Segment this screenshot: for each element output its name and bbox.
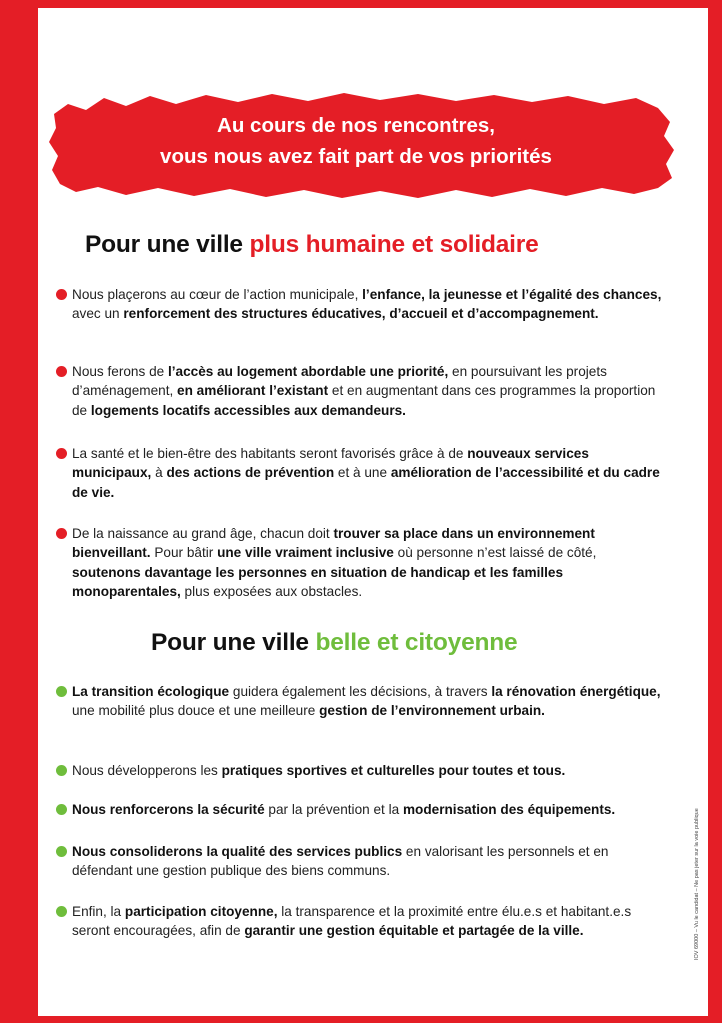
- item-text: Nous consoliderons la qualité des services publics en valorisant les personnels et en défendant une gestion publique des biens communs.: [72, 844, 609, 879]
- banner-line-2: vous nous avez fait part de vos priorités: [160, 145, 552, 168]
- item-text: La santé et le bien-être des habitants seront favorisés grâce à de nouveaux services municipaux, à des actions de prévention et à une amélioration de l’accessibilité et du cadre de vie.: [72, 446, 660, 500]
- item-text: Enfin, la participation citoyenne, la transparence et la proximité entre élu.e.s et habitant.e.s seront encouragées, afin de garantir une gestion équitable et partagée de la ville.: [72, 904, 632, 939]
- section-title-citoyenne: Pour une ville belle et citoyenne: [151, 629, 518, 656]
- section-title-accent: plus humaine et solidaire: [249, 231, 539, 258]
- bullet-dot-icon: [56, 846, 67, 857]
- bullet-dot-icon: [56, 448, 67, 459]
- list-item: [56, 902, 668, 941]
- list-item: [56, 444, 668, 502]
- banner-text: [46, 110, 666, 172]
- item-text: Nous développerons les pratiques sportives et culturelles pour toutes et tous.: [72, 763, 566, 778]
- item-text: Nous plaçerons au cœur de l’action municipale, l’enfance, la jeunesse et l’égalité des chances, avec un renforcement des structures éducatives, d’accueil et d’accompagnement.: [72, 287, 662, 322]
- list-item: [56, 682, 668, 721]
- list-item: [56, 524, 668, 601]
- bullet-dot-icon: [56, 366, 67, 377]
- legal-mention: IOV 69000 – Vu le candidat – Ne pas jeter sur la voie publique: [694, 808, 700, 960]
- list-item: [56, 842, 668, 881]
- bullet-dot-icon: [56, 765, 67, 776]
- list-item: [56, 761, 668, 780]
- item-text: De la naissance au grand âge, chacun doit trouver sa place dans un environnement bienveillant. Pour bâtir une ville vraiment inclusive où personne n’est laissé de côté, soutenons davantage les personnes en situation de handicap et les familles monoparentales, plus exposées aux obstacles.: [72, 526, 597, 599]
- bullet-dot-icon: [56, 804, 67, 815]
- banner-line-1: Au cours de nos rencontres,: [217, 114, 495, 137]
- list-item: [56, 285, 668, 324]
- header-banner: [46, 92, 676, 202]
- list-item: [56, 800, 668, 819]
- item-text: Nous ferons de l’accès au logement abordable une priorité, en poursuivant les projets d’aménagement, en améliorant l’existant et en augmentant dans ces programmes la proportion de logements locatifs accessibles aux demandeurs.: [72, 364, 656, 418]
- item-text: La transition écologique guidera également les décisions, à travers la rénovation énergétique, une mobilité plus douce et une meilleure gestion de l’environnement urbain.: [72, 684, 661, 719]
- bullet-dot-icon: [56, 906, 67, 917]
- section-title-accent: belle et citoyenne: [315, 629, 518, 656]
- section-title-solidaire: Pour une ville plus humaine et solidaire: [85, 231, 539, 258]
- bullet-dot-icon: [56, 528, 67, 539]
- bullet-dot-icon: [56, 289, 67, 300]
- bullet-dot-icon: [56, 686, 67, 697]
- item-text: Nous renforcerons la sécurité par la prévention et la modernisation des équipements.: [72, 802, 616, 817]
- list-item: [56, 362, 668, 420]
